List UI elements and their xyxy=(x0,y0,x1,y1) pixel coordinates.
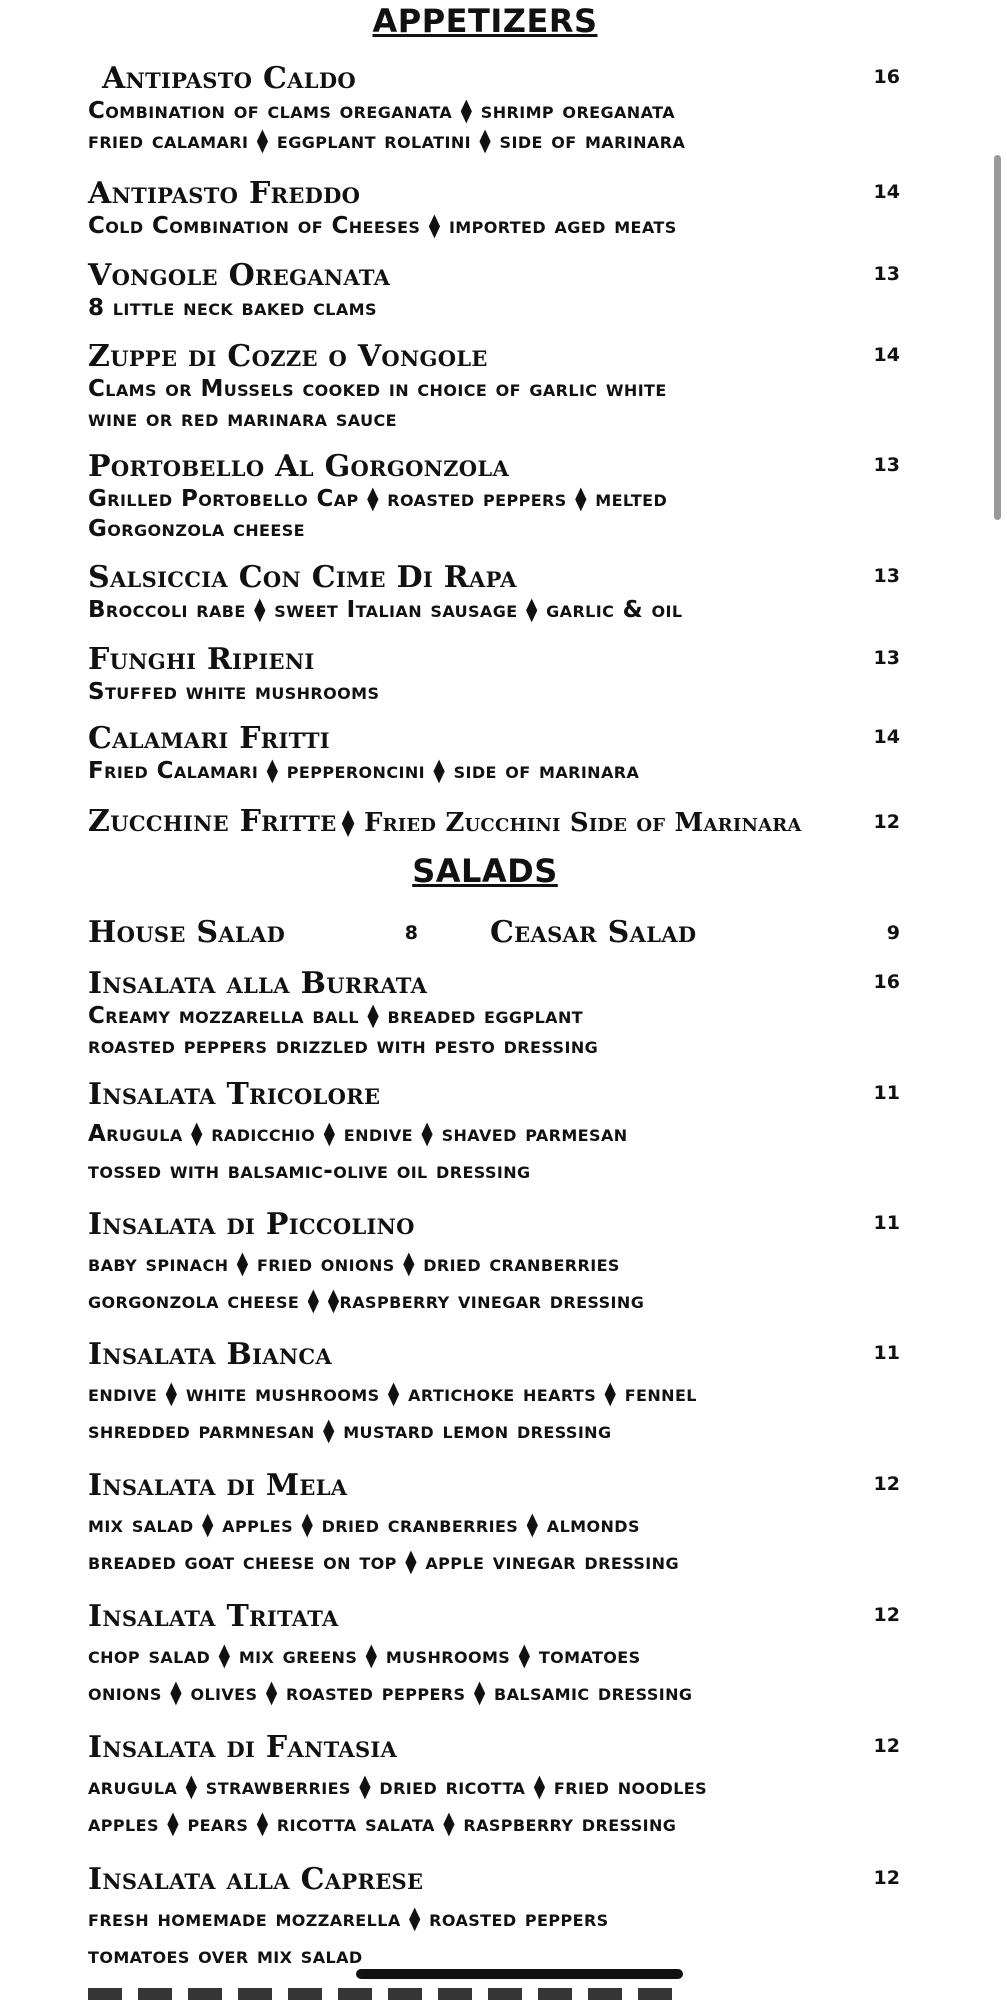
item-name: Insalata di Mela xyxy=(88,1468,348,1503)
item-description: Broccoli rabe ⧫ sweet Italian sausage ⧫ garlic & oil xyxy=(88,597,683,623)
menu-item-antipasto-freddo xyxy=(88,177,900,241)
menu-item-zucchine-fritte xyxy=(88,805,900,839)
item-price: 9 xyxy=(886,922,900,944)
item-price: 16 xyxy=(873,971,900,993)
item-name: Insalata alla Burrata xyxy=(88,966,428,1001)
item-price: 14 xyxy=(873,181,900,203)
item-name: Antipasto Caldo xyxy=(102,61,356,96)
item-description: Arugula ⧫ radicchio ⧫ endive ⧫ shaved parmesan xyxy=(88,1121,628,1147)
item-description: Creamy mozzarella ball ⧫ breaded eggplant xyxy=(88,1003,584,1029)
item-description: ⧫ Fried Zucchini Side of Marinara xyxy=(341,808,802,838)
item-price: 14 xyxy=(873,726,900,748)
item-price: 8 xyxy=(404,922,418,944)
item-price: 13 xyxy=(873,263,900,285)
item-price: 11 xyxy=(873,1082,900,1104)
item-name: Ceasar Salad xyxy=(490,915,697,950)
menu-item-insalata-bianca xyxy=(88,1338,900,1450)
item-description: Fried Calamari ⧫ pepperoncini ⧫ side of marinara xyxy=(88,758,640,784)
item-name: Portobello Al Gorgonzola xyxy=(88,449,510,484)
item-name: Zuppe di Cozze o Vongole xyxy=(88,339,488,374)
item-description: Cold Combination of Cheeses ⧫ imported aged meats xyxy=(88,213,677,239)
item-name: Insalata Tricolore xyxy=(88,1077,381,1112)
item-price: 12 xyxy=(873,1867,900,1889)
item-description: breaded goat cheese on top ⧫ apple vinegar dressing xyxy=(88,1549,679,1575)
item-description: arugula ⧫ strawberries ⧫ dried ricotta ⧫ fried noodles xyxy=(88,1774,708,1800)
salads-heading: SALADS xyxy=(412,852,558,890)
cut-off-next-heading xyxy=(88,1986,688,2000)
item-price: 12 xyxy=(873,1735,900,1757)
item-price: 12 xyxy=(873,1604,900,1626)
menu-item-funghi-ripieni xyxy=(88,643,900,707)
item-description: onions ⧫ olives ⧫ roasted peppers ⧫ balsamic dressing xyxy=(88,1680,693,1706)
item-name: Zucchine Fritte xyxy=(88,804,337,839)
item-description: Grilled Portobello Cap ⧫ roasted peppers ⧫ melted xyxy=(88,486,668,512)
menu-item-ceasar-salad xyxy=(490,916,900,950)
item-description: apples ⧫ pears ⧫ ricotta salata ⧫ raspberry dressing xyxy=(88,1811,677,1837)
item-description: tossed with balsamic-olive oil dressing xyxy=(88,1158,531,1184)
item-description: endive ⧫ white mushrooms ⧫ artichoke hearts ⧫ fennel xyxy=(88,1381,697,1407)
item-description: baby spinach ⧫ fried onions ⧫ dried cranberries xyxy=(88,1251,620,1277)
menu-item-vongole-oreganata xyxy=(88,259,900,323)
item-description: chop salad ⧫ mix greens ⧫ mushrooms ⧫ tomatoes xyxy=(88,1643,641,1669)
item-price: 13 xyxy=(873,565,900,587)
menu-item-salsiccia xyxy=(88,561,900,625)
item-price: 11 xyxy=(873,1212,900,1234)
menu-item-calamari-fritti xyxy=(88,722,900,786)
item-name: Vongole Oreganata xyxy=(88,258,391,293)
item-name: Insalata di Piccolino xyxy=(88,1207,415,1242)
menu-item-insalata-burrata xyxy=(88,967,900,1061)
item-name: Funghi Ripieni xyxy=(88,642,315,677)
menu-item-insalata-caprese xyxy=(88,1863,900,1975)
item-description: fried calamari ⧫ eggplant rolatini ⧫ side of marinara xyxy=(88,128,686,154)
menu-item-portobello xyxy=(88,450,900,544)
item-name: Insalata Bianca xyxy=(88,1337,332,1372)
item-name: Insalata di Fantasia xyxy=(88,1730,398,1765)
home-indicator[interactable] xyxy=(356,1969,683,1979)
item-name: Insalata alla Caprese xyxy=(88,1862,424,1897)
item-description: fresh homemade mozzarella ⧫ roasted peppers xyxy=(88,1906,609,1932)
item-description: Combination of clams oreganata ⧫ shrimp oreganata xyxy=(88,98,675,124)
item-price: 13 xyxy=(873,647,900,669)
item-description: roasted peppers drizzled with pesto dressing xyxy=(88,1033,599,1059)
item-description: tomatoes over mix salad xyxy=(88,1943,363,1969)
item-description: Stuffed white mushrooms xyxy=(88,679,380,705)
item-description: 8 little neck baked clams xyxy=(88,295,377,321)
item-price: 12 xyxy=(873,1473,900,1495)
item-price: 14 xyxy=(873,344,900,366)
menu-item-insalata-tritata xyxy=(88,1600,900,1712)
menu-item-house-salad xyxy=(88,916,418,950)
item-description: Gorgonzola cheese xyxy=(88,516,305,542)
item-description: gorgonzola cheese ⧫ ⧫raspberry vinegar dressing xyxy=(88,1288,645,1314)
item-name: Insalata Tritata xyxy=(88,1599,339,1634)
item-name: House Salad xyxy=(88,915,286,950)
appetizers-heading: APPETIZERS xyxy=(372,2,598,40)
item-price: 13 xyxy=(873,454,900,476)
item-name: Salsiccia Con Cime Di Rapa xyxy=(88,560,517,595)
item-price: 12 xyxy=(873,811,900,833)
menu-item-insalata-tricolore xyxy=(88,1078,900,1190)
item-description: wine or red marinara sauce xyxy=(88,406,397,432)
item-price: 11 xyxy=(873,1342,900,1364)
item-description: mix salad ⧫ apples ⧫ dried cranberries ⧫ almonds xyxy=(88,1512,640,1538)
menu-item-insalata-fantasia xyxy=(88,1731,900,1843)
item-name: Calamari Fritti xyxy=(88,721,330,756)
item-name: Antipasto Freddo xyxy=(88,176,361,211)
item-description: Clams or Mussels cooked in choice of garlic white xyxy=(88,376,667,402)
item-price: 16 xyxy=(873,66,900,88)
menu-item-insalata-piccolino xyxy=(88,1208,900,1320)
vertical-scrollbar[interactable] xyxy=(994,155,1001,520)
menu-item-zuppe-di-cozze xyxy=(88,340,900,434)
item-description: shredded parmnesan ⧫ mustard lemon dressing xyxy=(88,1418,612,1444)
menu-item-insalata-di-mela xyxy=(88,1469,900,1581)
menu-item-antipasto-caldo xyxy=(88,62,900,156)
